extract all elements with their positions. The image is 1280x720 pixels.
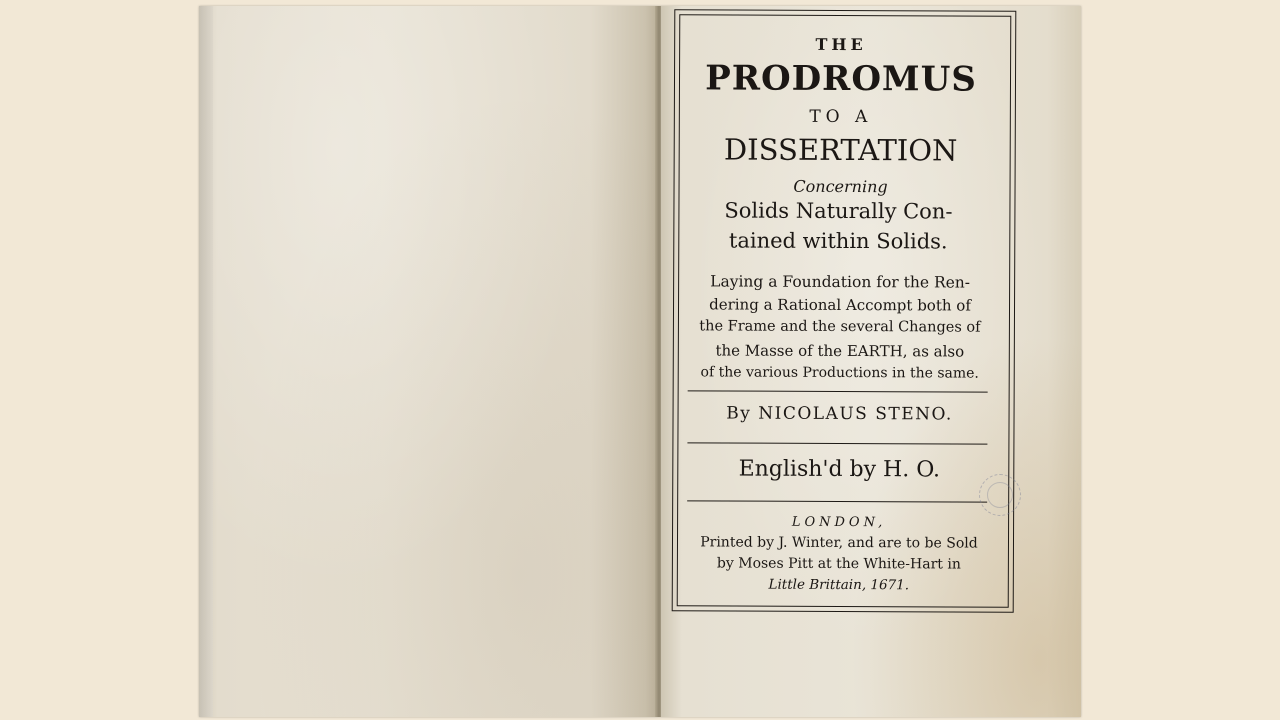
body-line: Laying a Foundation for the Ren-: [710, 272, 971, 292]
title-solids-line-1: Solids Naturally Con-: [724, 198, 953, 224]
title-concerning: Concerning: [793, 176, 888, 197]
title-the: THE: [815, 34, 867, 55]
body-line: the Frame and the several Changes of: [699, 318, 981, 336]
body-line: the Masse of the EARTH, as also: [715, 341, 965, 361]
library-stamp-icon: [979, 474, 1021, 516]
author-line: By NICOLAUS STENO.: [726, 403, 953, 425]
title-page: [661, 6, 1081, 717]
title-to-a: TO A: [809, 106, 873, 128]
body-line: dering a Rational Accompt both of: [709, 295, 971, 315]
body-line: of the various Productions in the same.: [700, 364, 979, 382]
title-page-border: [672, 9, 1017, 612]
imprint-line: by Moses Pitt at the White-Hart in: [716, 555, 961, 573]
imprint-city: LONDON,: [791, 514, 887, 531]
translator-line: English'd by H. O.: [738, 456, 941, 483]
imprint-line: Little Brittain, 1671.: [768, 576, 910, 594]
left-blank-page: [199, 6, 659, 717]
title-solids-line-2: tained within Solids.: [728, 228, 948, 254]
library-stamp-inner-ring: [987, 482, 1013, 508]
left-page-edge: [199, 6, 213, 717]
title-main: PRODROMUS: [705, 58, 977, 100]
title-dissertation: DISSERTATION: [723, 132, 958, 168]
imprint-line: Printed by J. Winter, and are to be Sold: [700, 534, 978, 552]
book-spread-image: [199, 6, 1081, 717]
